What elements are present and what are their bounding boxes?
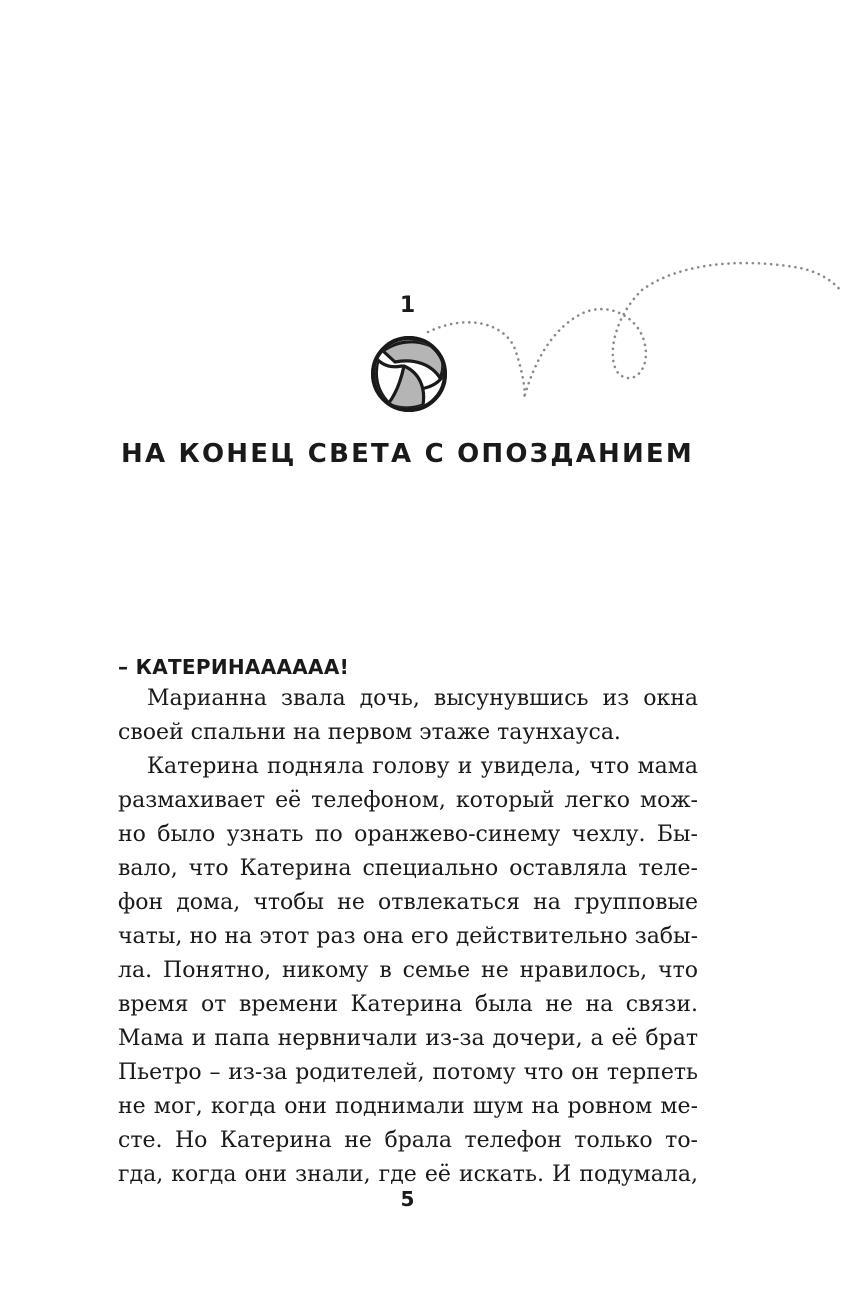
text-line: вало, что Катерина специально оставляла теле-	[118, 856, 698, 881]
text-line: своей спальни на первом этаже таунхауса.	[118, 720, 621, 745]
body-text	[118, 682, 698, 1192]
paragraph	[118, 750, 698, 1192]
paragraph	[118, 682, 698, 750]
chapter-title: НА КОНЕЦ СВЕТА С ОПОЗДАНИЕМ	[121, 439, 694, 469]
text-line: Марианна звала дочь, высунувшись из окна	[147, 686, 698, 711]
text-line: Мама и папа нервничали из-за дочери, а её брат	[118, 1026, 698, 1051]
ball-trail	[428, 263, 842, 398]
text-line: ла. Понятно, никому в семье не нравилось, что	[118, 958, 698, 983]
text-line: чаты, но на этот раз она его действительно забы-	[118, 924, 698, 949]
page-number: 5	[400, 1187, 415, 1211]
text-line: но было узнать по оранжево-синему чехлу. Бы-	[118, 822, 698, 847]
chapter-number: 1	[399, 293, 416, 318]
volleyball-icon	[373, 338, 445, 410]
text-line: сте. Но Катерина не брала телефон только то-	[118, 1128, 698, 1153]
text-line: гда, когда они знали, где её искать. И подумала,	[118, 1162, 698, 1187]
text-line: размахивает её телефоном, который легко мож-	[118, 788, 698, 813]
text-line: Катерина подняла голову и увидела, что мама	[147, 754, 698, 779]
text-line: Пьетро – из-за родителей, потому что он терпеть	[118, 1060, 698, 1085]
text-line: фон дома, чтобы не отвлекаться на групповые	[118, 890, 698, 915]
opening-shout: – КАТЕРИНАААААА!	[118, 655, 350, 679]
text-line: время от времени Катерина была не на связи.	[118, 992, 698, 1017]
chapter-ornament	[0, 0, 844, 420]
text-line: не мог, когда они поднимали шум на ровном ме-	[118, 1094, 698, 1119]
